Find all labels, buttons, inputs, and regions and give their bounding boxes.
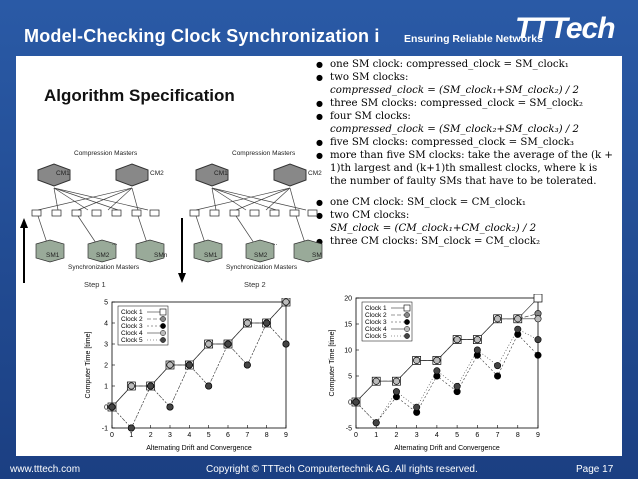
legend-marker xyxy=(160,330,165,335)
series-point xyxy=(167,404,173,410)
legend-marker xyxy=(404,305,410,311)
series-point xyxy=(244,320,250,326)
envelope-icons xyxy=(190,210,317,216)
bullet-one-sm: ● one SM clock: compressed_clock = SM_clock₁ xyxy=(316,58,616,71)
series-point xyxy=(454,336,460,342)
label-dots-1: ... xyxy=(112,240,118,247)
label-compression-masters-2: Compression Masters xyxy=(232,150,296,157)
series-point xyxy=(205,383,211,389)
series-point xyxy=(494,316,500,322)
slide-content xyxy=(16,56,622,456)
y-tick-label: 2 xyxy=(104,362,108,370)
label-sm1-2: SM1 xyxy=(204,252,218,259)
x-axis-label: Alternating Drift and Convergence xyxy=(146,445,252,452)
series-point xyxy=(263,320,269,326)
connections xyxy=(38,188,148,246)
label-sm2-2: SM2 xyxy=(254,252,268,259)
slide-header xyxy=(0,0,638,58)
formula-two-cm: SM_clock = (CM_clock₁+CM_clock₂) / 2 xyxy=(330,223,537,234)
series-point xyxy=(393,388,399,394)
bullet-five-sm: ● five SM clocks: compressed_clock = SM_clock₃ xyxy=(316,136,616,149)
slide-title: Model-Checking Clock Synchronization i xyxy=(24,26,380,46)
compression-master-cm2 xyxy=(274,164,306,186)
series-point xyxy=(147,383,153,389)
tagline: Ensuring Reliable Networks xyxy=(404,33,543,45)
bullet-two-cm: ● two CM clocks: xyxy=(316,209,616,222)
y-axis-label: Computer Time [time] xyxy=(85,331,92,399)
legend-label: Clock 5 xyxy=(365,333,387,340)
series-point xyxy=(434,368,440,374)
label-smn-2: SM xyxy=(312,252,322,259)
legend-label: Clock 3 xyxy=(121,323,143,330)
series-point xyxy=(474,347,480,353)
x-tick-label: 2 xyxy=(394,432,399,439)
label-cm1-2: CM1 xyxy=(214,170,228,177)
legend-marker xyxy=(160,323,165,328)
legend-label: Clock 3 xyxy=(365,319,387,326)
legend-marker xyxy=(160,309,166,315)
legend-label: Clock 4 xyxy=(365,326,387,333)
series-point xyxy=(534,294,542,302)
series-point xyxy=(413,357,419,363)
series-point xyxy=(167,362,173,368)
x-tick-label: 7 xyxy=(245,432,250,439)
series-point xyxy=(128,383,134,389)
legend-label: Clock 4 xyxy=(121,330,143,337)
label-sm2-1: SM2 xyxy=(96,252,110,259)
x-tick-label: 4 xyxy=(187,432,192,439)
legend-label: Clock 2 xyxy=(365,312,387,319)
y-tick-label: 20 xyxy=(344,295,352,303)
label-cm2-2: CM2 xyxy=(308,170,322,177)
series-point xyxy=(244,362,250,368)
x-tick-label: 3 xyxy=(414,432,419,439)
label-dots-2: ... xyxy=(272,240,278,247)
label-cm1-1: CM1 xyxy=(56,170,70,177)
footer-page-number: Page 17 xyxy=(576,464,614,475)
series-point xyxy=(515,316,521,322)
series-point xyxy=(515,326,521,332)
label-smn-1: SMn xyxy=(154,252,168,259)
legend-marker xyxy=(404,326,409,331)
x-tick-label: 9 xyxy=(284,432,288,439)
series-point xyxy=(225,341,231,347)
legend-label: Clock 2 xyxy=(121,316,143,323)
compression-master-cm2 xyxy=(116,164,148,186)
chart-right-container xyxy=(316,294,546,459)
section-heading: Algorithm Specification xyxy=(44,86,235,105)
legend-marker xyxy=(160,337,165,342)
x-tick-label: 6 xyxy=(226,432,230,439)
x-tick-label: 1 xyxy=(374,432,379,439)
y-tick-label: 1 xyxy=(104,383,108,391)
slide-footer xyxy=(0,458,638,479)
label-compression-masters-1: Compression Masters xyxy=(74,150,138,157)
y-tick-label: 10 xyxy=(344,347,352,355)
x-tick-label: 2 xyxy=(148,432,153,439)
y-tick-label: 0 xyxy=(348,399,352,407)
bullet-one-cm: ● one CM clock: SM_clock = CM_clock₁ xyxy=(316,196,616,209)
label-cm2-1: CM2 xyxy=(150,170,164,177)
legend-label: Clock 5 xyxy=(121,337,143,344)
legend-label: Clock 1 xyxy=(121,309,143,316)
formula-two-sm: compressed_clock = (SM_clock₁+SM_clock₂) / 2 xyxy=(330,85,580,96)
x-tick-label: 1 xyxy=(129,432,134,439)
footer-url[interactable]: www.tttech.com xyxy=(10,464,81,475)
y-axis-label: Computer Time [time] xyxy=(329,329,336,397)
chart-right xyxy=(316,294,546,454)
series-point xyxy=(494,373,500,379)
chart-left-container xyxy=(72,298,294,459)
series-point xyxy=(393,378,399,384)
series-point xyxy=(128,425,134,431)
series-point xyxy=(454,383,460,389)
series-point xyxy=(535,336,541,342)
legend-marker xyxy=(160,316,165,321)
x-tick-label: 0 xyxy=(354,432,358,439)
envelope-icons xyxy=(32,210,159,216)
series-point xyxy=(373,420,379,426)
x-tick-label: 6 xyxy=(475,432,480,439)
tttech-logo: TTTech xyxy=(515,12,615,45)
series-point xyxy=(373,378,379,384)
series-point xyxy=(109,404,115,410)
series-point xyxy=(186,362,192,368)
y-tick-label: -5 xyxy=(345,425,352,433)
x-tick-label: 7 xyxy=(495,432,500,439)
algorithm-bullets xyxy=(316,58,616,248)
y-tick-label: -1 xyxy=(101,425,108,433)
x-tick-label: 9 xyxy=(536,432,540,439)
series-point xyxy=(474,336,480,342)
x-tick-label: 8 xyxy=(515,432,520,439)
series-point xyxy=(205,341,211,347)
label-step2: Step 2 xyxy=(244,280,266,289)
series-point xyxy=(535,352,541,358)
label-step1: Step 1 xyxy=(84,280,106,289)
y-tick-label: 5 xyxy=(104,299,108,307)
series-point xyxy=(353,399,359,405)
x-tick-label: 8 xyxy=(264,432,269,439)
legend-marker xyxy=(404,312,409,317)
legend-marker xyxy=(404,333,409,338)
series-point xyxy=(535,316,541,322)
y-tick-label: 3 xyxy=(104,341,108,349)
legend-marker xyxy=(404,319,409,324)
formula-four-sm: compressed_clock = (SM_clock₂+SM_clock₃) / 2 xyxy=(330,124,580,135)
series-point xyxy=(413,404,419,410)
x-tick-label: 5 xyxy=(206,432,211,439)
label-sync-masters-2: Synchronization Masters xyxy=(226,264,298,271)
x-tick-label: 3 xyxy=(168,432,172,439)
footer-copyright: Copyright © TTTech Computertechnik AG. All rights reserved. xyxy=(206,464,478,475)
x-tick-label: 4 xyxy=(434,432,439,439)
y-tick-label: 5 xyxy=(348,373,352,381)
bullet-three-sm: ● three SM clocks: compressed_clock = SM_clock₂ xyxy=(316,97,616,110)
series-point xyxy=(434,357,440,363)
bullet-two-sm: ● two SM clocks: xyxy=(316,71,616,84)
legend-label: Clock 1 xyxy=(365,305,387,312)
x-axis-label: Alternating Drift and Convergence xyxy=(394,445,500,452)
series-point xyxy=(283,299,289,305)
series-point xyxy=(283,341,289,347)
label-sync-masters-1: Synchronization Masters xyxy=(68,264,140,271)
x-tick-label: 5 xyxy=(455,432,460,439)
bullet-four-sm: ● four SM clocks: xyxy=(316,110,616,123)
label-sm1-1: SM1 xyxy=(46,252,60,259)
series-point xyxy=(494,362,500,368)
bullet-three-cm: ● three CM clocks: SM_clock = CM_clock₂ xyxy=(316,235,616,248)
y-tick-label: 15 xyxy=(344,321,352,329)
chart-left xyxy=(72,298,294,454)
y-tick-label: 0 xyxy=(104,404,108,412)
connections xyxy=(196,188,306,246)
x-tick-label: 0 xyxy=(110,432,114,439)
bullet-more-sm: ● more than five SM clocks: take the average of the (k + 1)th largest and (k+1)th smallest clocks, where k is the number of faulty SMs that have to be tolerated. xyxy=(316,149,616,188)
y-tick-label: 4 xyxy=(104,320,108,328)
